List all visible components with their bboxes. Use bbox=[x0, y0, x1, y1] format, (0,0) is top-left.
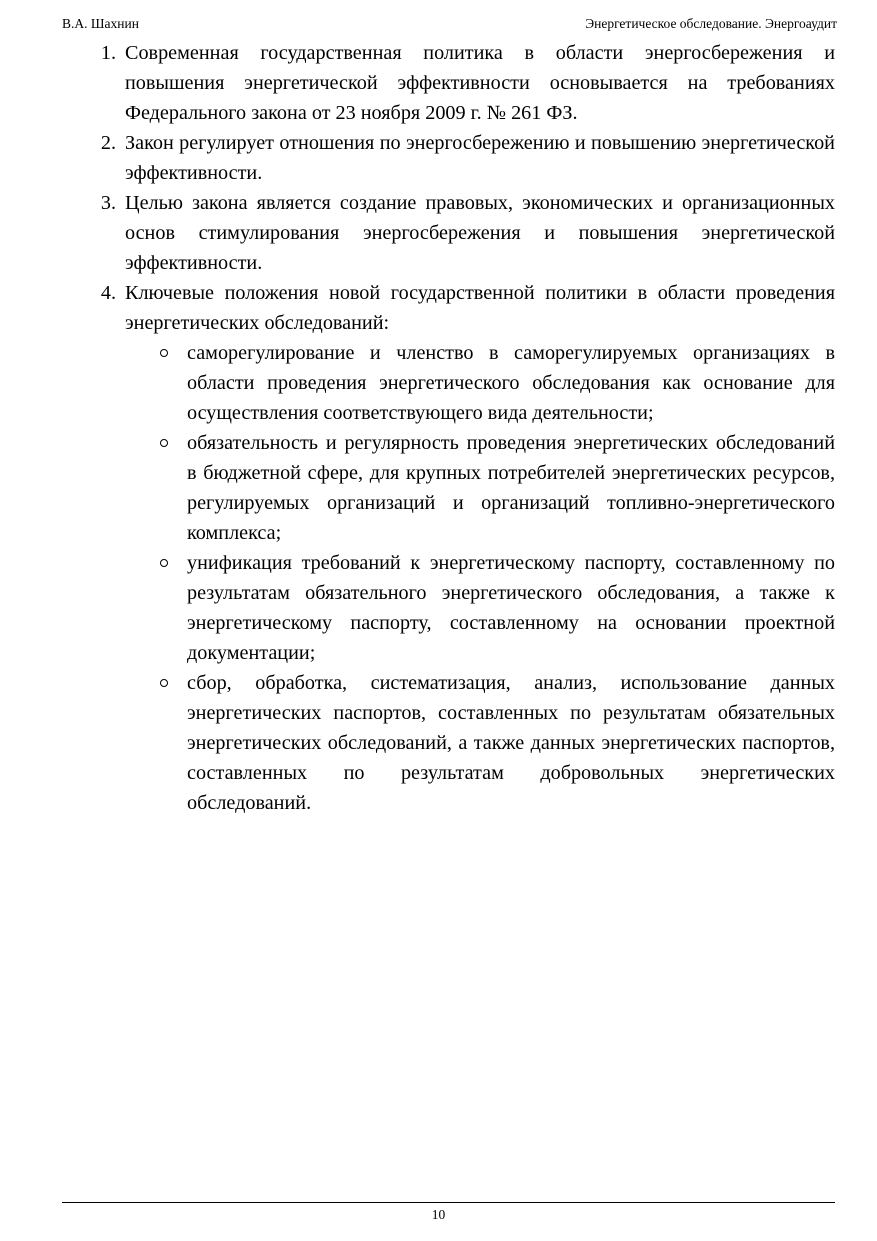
numbered-list bbox=[88, 38, 835, 818]
circle-bullet-icon bbox=[160, 559, 168, 567]
list-item-number: 1. bbox=[100, 42, 116, 64]
footer-divider bbox=[62, 1202, 835, 1203]
list-item-number: 3. bbox=[100, 192, 116, 214]
bullet-item-text: сбор, обработка, систематизация, анализ, использование данных энергетических паспортов, составленных по результатам обязательных энергетических обследований, а также данных энергетических паспортов, составленных по результатам добровольных энергетических обследований. bbox=[187, 672, 835, 814]
bullet-item-text: унификация требований к энергетическому паспорту, составленному по результатам обязательного энергетического обследования, а также к энергетическому паспорту, составленному на основании проектной документации; bbox=[187, 552, 835, 664]
page-header bbox=[62, 14, 837, 34]
document-body bbox=[88, 38, 835, 818]
circle-bullet-icon bbox=[160, 349, 168, 357]
page-number: 10 bbox=[431, 1207, 446, 1222]
bullet-item-3 bbox=[125, 548, 835, 668]
bullet-item-text: обязательность и регулярность проведения энергетических обследований в бюджетной сфере, для крупных потребителей энергетических ресурсов, регулируемых организаций и организаций топливно-энергетического комплекса; bbox=[187, 432, 835, 544]
list-item-1 bbox=[88, 38, 835, 128]
list-item-number: 4. bbox=[100, 282, 116, 304]
list-item-3 bbox=[88, 188, 835, 278]
list-item-text: Целью закона является создание правовых, экономических и организационных основ стимулирования энергосбережения и повышения энергетической эффективности. bbox=[125, 192, 835, 274]
list-item-text: Ключевые положения новой государственной политики в области проведения энергетических обследований: bbox=[125, 282, 835, 334]
bullet-item-text: саморегулирование и членство в саморегулируемых организациях в области проведения энергетического обследования как основание для осуществления соответствующего вида деятельности; bbox=[187, 342, 835, 424]
bullet-list bbox=[125, 338, 835, 818]
list-item-2 bbox=[88, 128, 835, 188]
header-author: В.А. Шахнин bbox=[62, 16, 139, 31]
circle-bullet-icon bbox=[160, 439, 168, 447]
bullet-item-2 bbox=[125, 428, 835, 548]
list-item-4 bbox=[88, 278, 835, 818]
bullet-item-1 bbox=[125, 338, 835, 428]
list-item-text: Закон регулирует отношения по энергосбережению и повышению энергетической эффективности. bbox=[125, 132, 835, 184]
list-item-number: 2. bbox=[100, 132, 116, 154]
list-item-text: Современная государственная политика в области энергосбережения и повышения энергетической эффективности основывается на требованиях Федерального закона от 23 ноября 2009 г. № 261 ФЗ. bbox=[125, 42, 835, 124]
header-title: Энергетическое обследование. Энергоаудит bbox=[585, 16, 837, 31]
bullet-item-4 bbox=[125, 668, 835, 818]
circle-bullet-icon bbox=[160, 679, 168, 687]
